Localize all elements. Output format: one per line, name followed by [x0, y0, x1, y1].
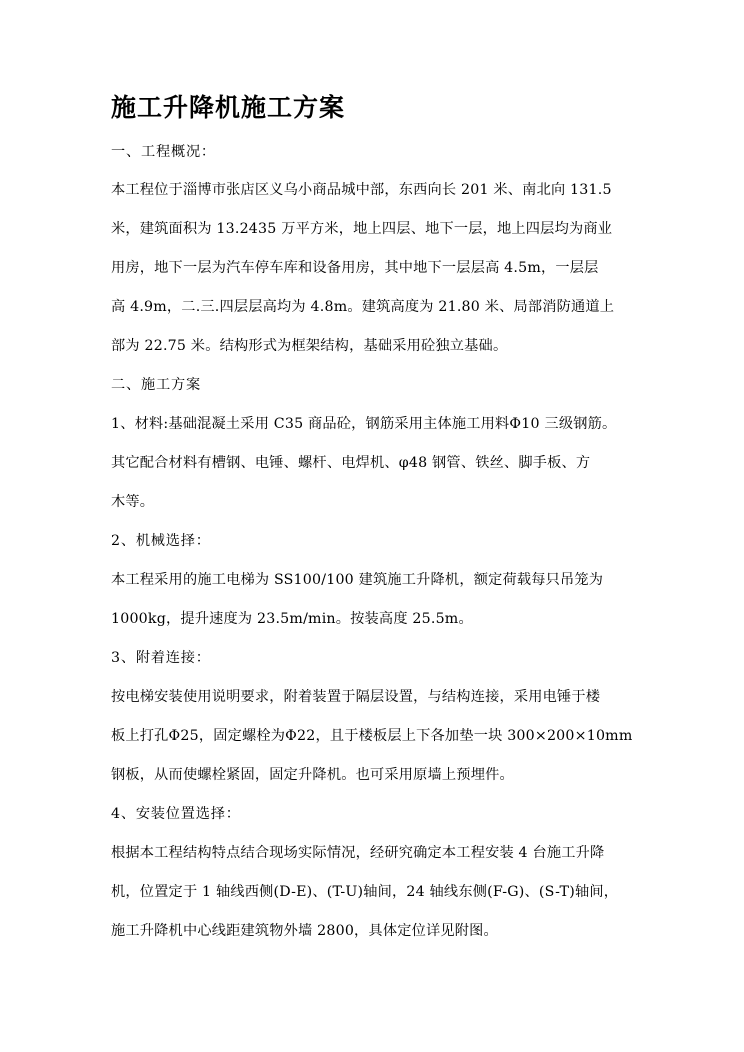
subsection-heading-location: 4、安装位置选择： — [111, 806, 241, 822]
paragraph-line: 部为 22.75 米。结构形式为框架结构，基础采用砼独立基础。 — [111, 338, 508, 354]
paragraph-line: 施工升降机中心线距建筑物外墙 2800，具体定位详见附图。 — [111, 923, 498, 939]
subsection-heading-machinery: 2、机械选择： — [111, 533, 211, 549]
section-heading-plan: 二、施工方案 — [111, 377, 201, 393]
paragraph-line: 按电梯安装使用说明要求，附着装置于隔层设置，与结构连接，采用电锤于楼 — [111, 689, 601, 705]
paragraph-line: 高 4.9m，二.三.四层层高均为 4.8m。建筑高度为 21.80 米、局部消防通道上 — [111, 299, 615, 315]
paragraph-line: 根据本工程结构特点结合现场实际情况，经研究确定本工程安装 4 台施工升降 — [111, 845, 605, 861]
paragraph-line: 钢板，从而使螺栓紧固，固定升降机。也可采用原墙上预埋件。 — [111, 767, 514, 783]
paragraph-line: 本工程位于淄博市张店区义乌小商品城中部，东西向长 201 米、南北向 131.5 — [111, 182, 612, 198]
paragraph-line: 用房，地下一层为汽车停车库和设备用房，其中地下一层层高 4.5m，一层层 — [111, 260, 599, 276]
paragraph-line: 本工程采用的施工电梯为 SS100/100 建筑施工升降机，额定荷载每只吊笼为 — [111, 572, 604, 588]
subsection-heading-attachment: 3、附着连接： — [111, 650, 211, 666]
paragraph-line: 其它配合材料有槽钢、电锤、螺杆、电焊机、φ48 钢管、铁丝、脚手板、方 — [111, 455, 591, 471]
section-heading-overview: 一、工程概况： — [111, 144, 216, 160]
paragraph-line: 1、材料:基础混凝土采用 C35 商品砼，钢筋采用主体施工用料Φ10 三级钢筋。 — [111, 416, 617, 432]
paragraph-line: 机，位置定于 1 轴线西侧(D-E)、(T-U)轴间，24 轴线东侧(F-G)、(S-T)轴间， — [111, 884, 619, 900]
paragraph-line: 木等。 — [111, 494, 155, 510]
paragraph-line: 1000kg，提升速度为 23.5m/min。按装高度 25.5m。 — [111, 611, 473, 627]
paragraph-line: 米，建筑面积为 13.2435 万平方米，地上四层、地下一层，地上四层均为商业 — [111, 221, 613, 237]
paragraph-line: 板上打孔Φ25，固定螺栓为Φ22，且于楼板层上下各加垫一块 300×200×10mm — [111, 728, 633, 744]
document-title: 施工升降机施工方案 — [111, 93, 346, 122]
